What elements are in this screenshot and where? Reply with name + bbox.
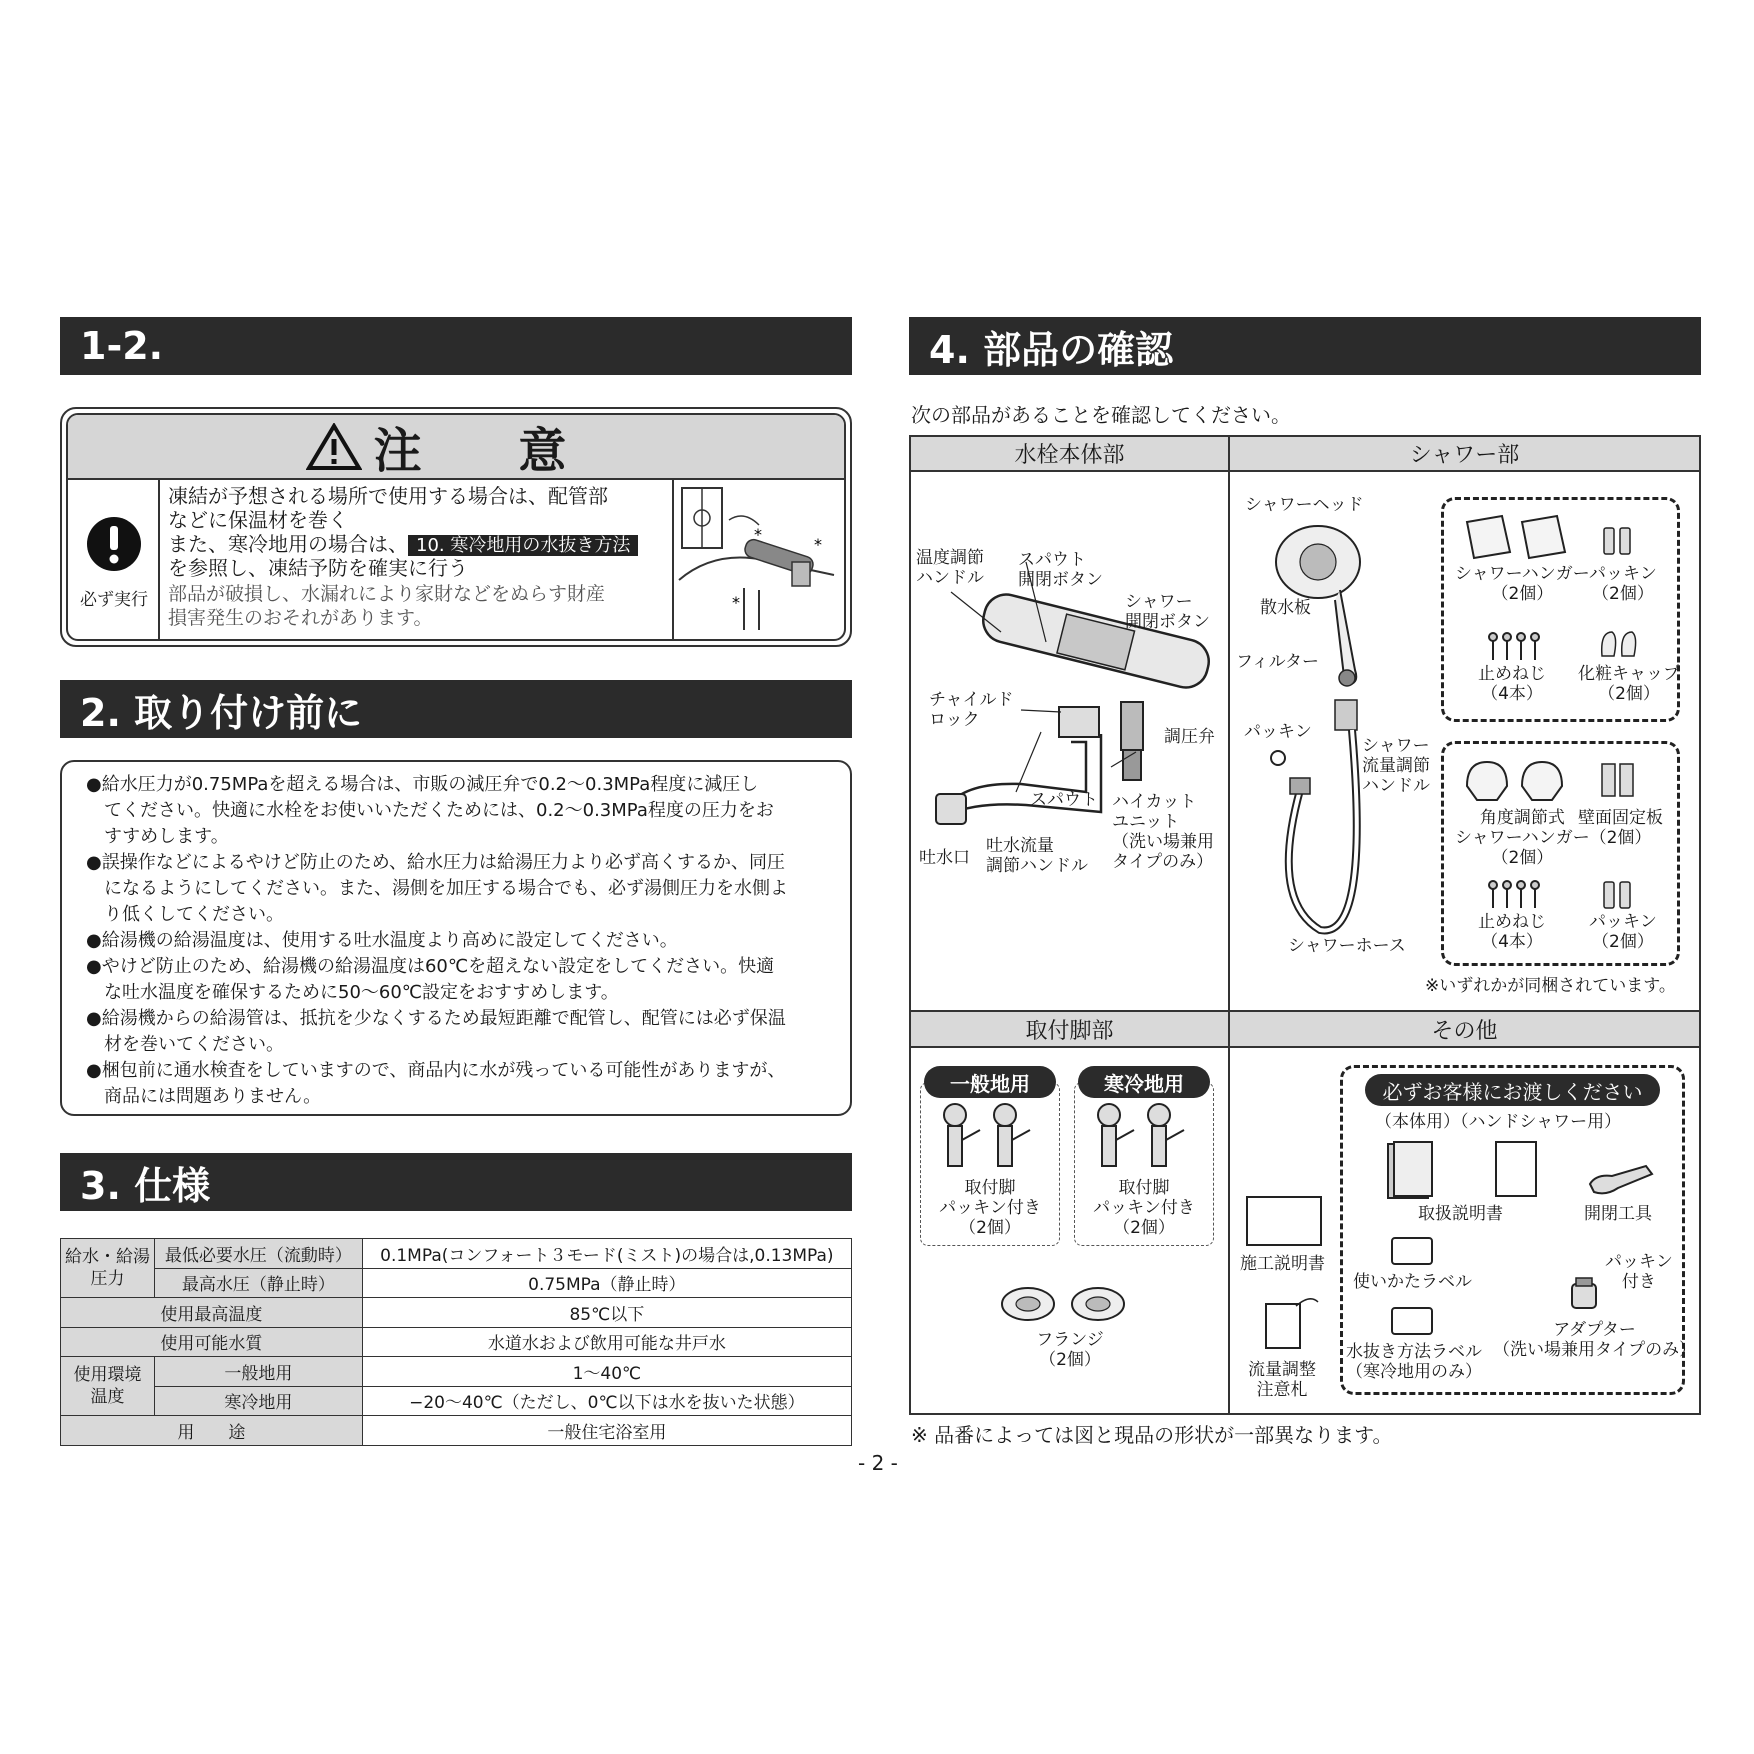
- label-set2-plate: 壁面固定板 （2個）: [1578, 808, 1663, 848]
- label-temp-handle: 温度調節 ハンドル: [916, 548, 984, 588]
- spec-row: [61, 1386, 852, 1416]
- label-filter: フィルター: [1236, 652, 1319, 672]
- parts-head-other: その他: [1230, 1012, 1699, 1046]
- caution-icon-column: [68, 480, 160, 641]
- spec-key: 使用最高温度: [61, 1298, 363, 1328]
- label-child-lock: チャイルド ロック: [929, 690, 1014, 730]
- packing-icon: [1600, 876, 1636, 912]
- packing-icon: [1600, 522, 1636, 558]
- spec-value: 0.1MPa(コンフォート３モード(ミスト)の場合は,0.13MPa): [362, 1239, 851, 1269]
- drain-label-icon: [1390, 1306, 1434, 1336]
- caution-line-1: 凍結が予想される場所で使用する場合は、配管部: [168, 484, 608, 508]
- label-pressure-valve: 調圧弁: [1164, 727, 1215, 747]
- spec-key: 最高水圧（静止時）: [155, 1268, 363, 1298]
- label-spray-plate: 散水板: [1260, 598, 1311, 618]
- grid-line: [1228, 435, 1230, 1415]
- spec-key: 最低必要水圧（流動時）: [155, 1239, 363, 1269]
- label-flow-handle: 吐水流量 調節ハンドル: [986, 836, 1088, 876]
- label-flange: フランジ （2個）: [1036, 1330, 1104, 1370]
- usage-label-icon: [1390, 1236, 1434, 1266]
- label-packing-attached: パッキン 付き: [1605, 1252, 1673, 1292]
- label-set1-packing: パッキン （2個）: [1589, 564, 1657, 604]
- label-install-manual: 施工説明書: [1240, 1254, 1325, 1274]
- warning-triangle-icon: [306, 423, 362, 471]
- caution-line-3a: また、寒冷地用の場合は、: [168, 532, 408, 556]
- wrench-tool-icon: [1586, 1160, 1656, 1200]
- spec-value: 一般住宅浴室用: [362, 1416, 851, 1446]
- screw-icon: [1485, 880, 1545, 910]
- label-highcut-unit: ハイカット ユニット （洗い場兼用 タイプのみ）: [1112, 792, 1214, 872]
- svg-text:*: *: [732, 593, 740, 612]
- spec-value: 1～40℃: [362, 1357, 851, 1387]
- spec-value: 85℃以下: [362, 1298, 851, 1328]
- label-set1-hanger: シャワーハンガー （2個）: [1455, 564, 1590, 604]
- label-main-use: （本体用）（ハンドシャワー用）: [1375, 1112, 1622, 1132]
- spec-value: −20～40℃（ただし、0℃以下は水を抜いた状態）: [362, 1386, 851, 1416]
- page-number: - 2 -: [858, 1451, 898, 1475]
- spec-row: [61, 1416, 852, 1446]
- section-2-line: ●給湯機の給湯温度は、使用する吐水温度より高めに設定してください。: [86, 930, 678, 951]
- leg-fitting-icon: [1084, 1100, 1204, 1180]
- spec-row: [61, 1357, 852, 1387]
- spec-group-pressure: 給水・給湯 圧力: [61, 1239, 155, 1298]
- section-2-line: り低くしてください。: [86, 904, 284, 925]
- label-shower-hose: シャワーホース: [1288, 936, 1406, 956]
- section-2-line: すすめします。: [86, 826, 229, 847]
- install-manual-icon: [1244, 1194, 1324, 1248]
- section-2-line: 商品には問題ありません。: [86, 1086, 322, 1107]
- section-2-line: ●梱包前に通水検査をしていますので、商品内に水が残っている可能性がありますが、: [86, 1060, 786, 1081]
- caution-box: [66, 413, 846, 641]
- section-2-line: ●誤操作などによるやけど防止のため、給水圧力は給湯圧力より必ず高くするか、同圧: [86, 852, 785, 873]
- legs-cold-tag: 寒冷地用: [1078, 1066, 1210, 1098]
- section-2-box: [60, 760, 852, 1116]
- label-set1-screw: 止めねじ （4本）: [1478, 664, 1546, 704]
- caution-line-4: を参照し、凍結予防を確実に行う: [168, 556, 468, 580]
- shower-note: ※いずれかが同梱されています。: [1425, 976, 1676, 996]
- section-heading-1-2: 1-2.: [60, 317, 852, 375]
- label-manual: 取扱説明書: [1418, 1204, 1503, 1224]
- spec-row: [61, 1327, 852, 1357]
- label-set2-screw: 止めねじ （4本）: [1478, 912, 1546, 952]
- section-2-line: ●給湯機からの給湯管は、抵抗を少なくするため最短距離で配管し、配管には必ず保温: [86, 1008, 786, 1029]
- caution-icon-label: 必ず実行: [80, 590, 148, 610]
- caution-ref-badge[interactable]: 10. 寒冷地用の水抜き方法: [408, 535, 638, 556]
- leg-fitting-icon: [930, 1100, 1050, 1180]
- spec-key: 使用可能水質: [61, 1327, 363, 1357]
- grid-line: [909, 1046, 1701, 1048]
- label-usage-label: 使いかたラベル: [1353, 1272, 1472, 1292]
- section-heading-2: 2. 取り付け前に: [60, 680, 852, 738]
- hanger-icon: [1462, 512, 1572, 560]
- spec-row: [61, 1268, 852, 1298]
- label-set2-packing: パッキン （2個）: [1589, 912, 1657, 952]
- label-leg-general: 取付脚 パッキン付き （2個）: [939, 1178, 1041, 1238]
- caution-line-2: などに保温材を巻く: [168, 508, 348, 532]
- label-shower-button: シャワー 開閉ボタン: [1125, 592, 1210, 632]
- parts-footnote: ※ 品番によっては図と現品の形状が一部異なります。: [911, 1423, 1393, 1447]
- label-spout: スパウト: [1030, 790, 1098, 810]
- section-2-line: 材を巻いてください。: [86, 1034, 284, 1055]
- flange-icon: [1000, 1284, 1140, 1324]
- spec-value: 水道水および飲用可能な井戸水: [362, 1327, 851, 1357]
- manual-booklet-icon: [1384, 1138, 1544, 1202]
- angle-hanger-icon: [1462, 756, 1572, 804]
- svg-text:*: *: [754, 525, 762, 544]
- label-drain-label: 水抜き方法ラベル （寒冷地用のみ）: [1346, 1342, 1482, 1382]
- section-2-line: てください。快適に水栓をお使いいただくためには、0.2～0.3MPa程度の圧力をお: [86, 800, 774, 821]
- section-2-line: ●給水圧力が0.75MPaを超える場合は、市販の減圧弁で0.2～0.3MPa程度に減圧し: [86, 774, 759, 795]
- parts-head-shower: シャワー部: [1230, 437, 1699, 470]
- wall-plate-icon: [1598, 760, 1638, 800]
- section-2-line: な吐水温度を確保するために50～60℃設定をおすすめします。: [86, 982, 619, 1003]
- parts-head-legs: 取付脚部: [911, 1012, 1228, 1046]
- section-heading-4: 4. 部品の確認: [909, 317, 1701, 375]
- section-2-line: ●やけど防止のため、給湯機の給湯温度は60℃を超えない設定をしてください。快適: [86, 956, 775, 977]
- label-leg-cold: 取付脚 パッキン付き （2個）: [1093, 1178, 1195, 1238]
- section-2-line: になるようにしてください。また、湯側を加圧する場合でも、必ず湯側圧力を水側よ: [86, 878, 788, 899]
- screw-icon: [1485, 632, 1545, 662]
- label-set2-hanger: 角度調節式 シャワーハンガー （2個）: [1455, 808, 1590, 868]
- caution-title: 注 意: [373, 423, 607, 479]
- svg-text:*: *: [814, 535, 822, 554]
- spec-row: [61, 1298, 852, 1328]
- label-tool: 開閉工具: [1584, 1204, 1652, 1224]
- spec-group-temperature: 使用環境 温度: [61, 1357, 155, 1416]
- parts-head-faucet: 水栓本体部: [911, 437, 1228, 470]
- label-adapter: アダプター （洗い場兼用タイプのみ）: [1493, 1320, 1697, 1360]
- caution-line-5: 部品が破損し、水漏れにより家財などをぬらす財産: [168, 583, 606, 605]
- parts-intro: 次の部品があることを確認してください。: [911, 403, 1291, 427]
- label-flow-tag: 流量調整 注意札: [1248, 1360, 1316, 1400]
- label-shower-head: シャワーヘッド: [1245, 495, 1364, 515]
- label-shower-flow-handle: シャワー 流量調節 ハンドル: [1362, 736, 1430, 796]
- adapter-icon: [1564, 1276, 1604, 1316]
- spec-key: 寒冷地用: [155, 1386, 363, 1416]
- label-spout-button: スパウト 開閉ボタン: [1018, 550, 1103, 590]
- spec-table: [60, 1238, 852, 1446]
- customer-items-tag: 必ずお客様にお渡しください: [1365, 1074, 1660, 1106]
- label-shower-packing: パッキン: [1244, 722, 1312, 742]
- label-outlet: 吐水口: [919, 848, 970, 868]
- section-heading-3: 3. 仕様: [60, 1153, 852, 1211]
- spec-key: 用 途: [61, 1416, 363, 1446]
- spec-row: [61, 1239, 852, 1269]
- caution-header: [68, 415, 844, 480]
- exclamation-circle-icon: [86, 516, 142, 572]
- caution-line-6: 損害発生のおそれがあります。: [168, 607, 433, 629]
- caution-illustration: [672, 480, 846, 641]
- legs-general-tag: 一般地用: [924, 1066, 1056, 1098]
- frozen-pipe-illustration: [674, 480, 844, 640]
- cap-icon: [1598, 628, 1642, 660]
- caution-line-3: [168, 533, 638, 557]
- spec-value: 0.75MPa（静止時）: [362, 1268, 851, 1298]
- flow-tag-icon: [1262, 1292, 1322, 1352]
- spec-key: 一般地用: [155, 1357, 363, 1387]
- label-set1-cap: 化粧キャップ （2個）: [1578, 664, 1680, 704]
